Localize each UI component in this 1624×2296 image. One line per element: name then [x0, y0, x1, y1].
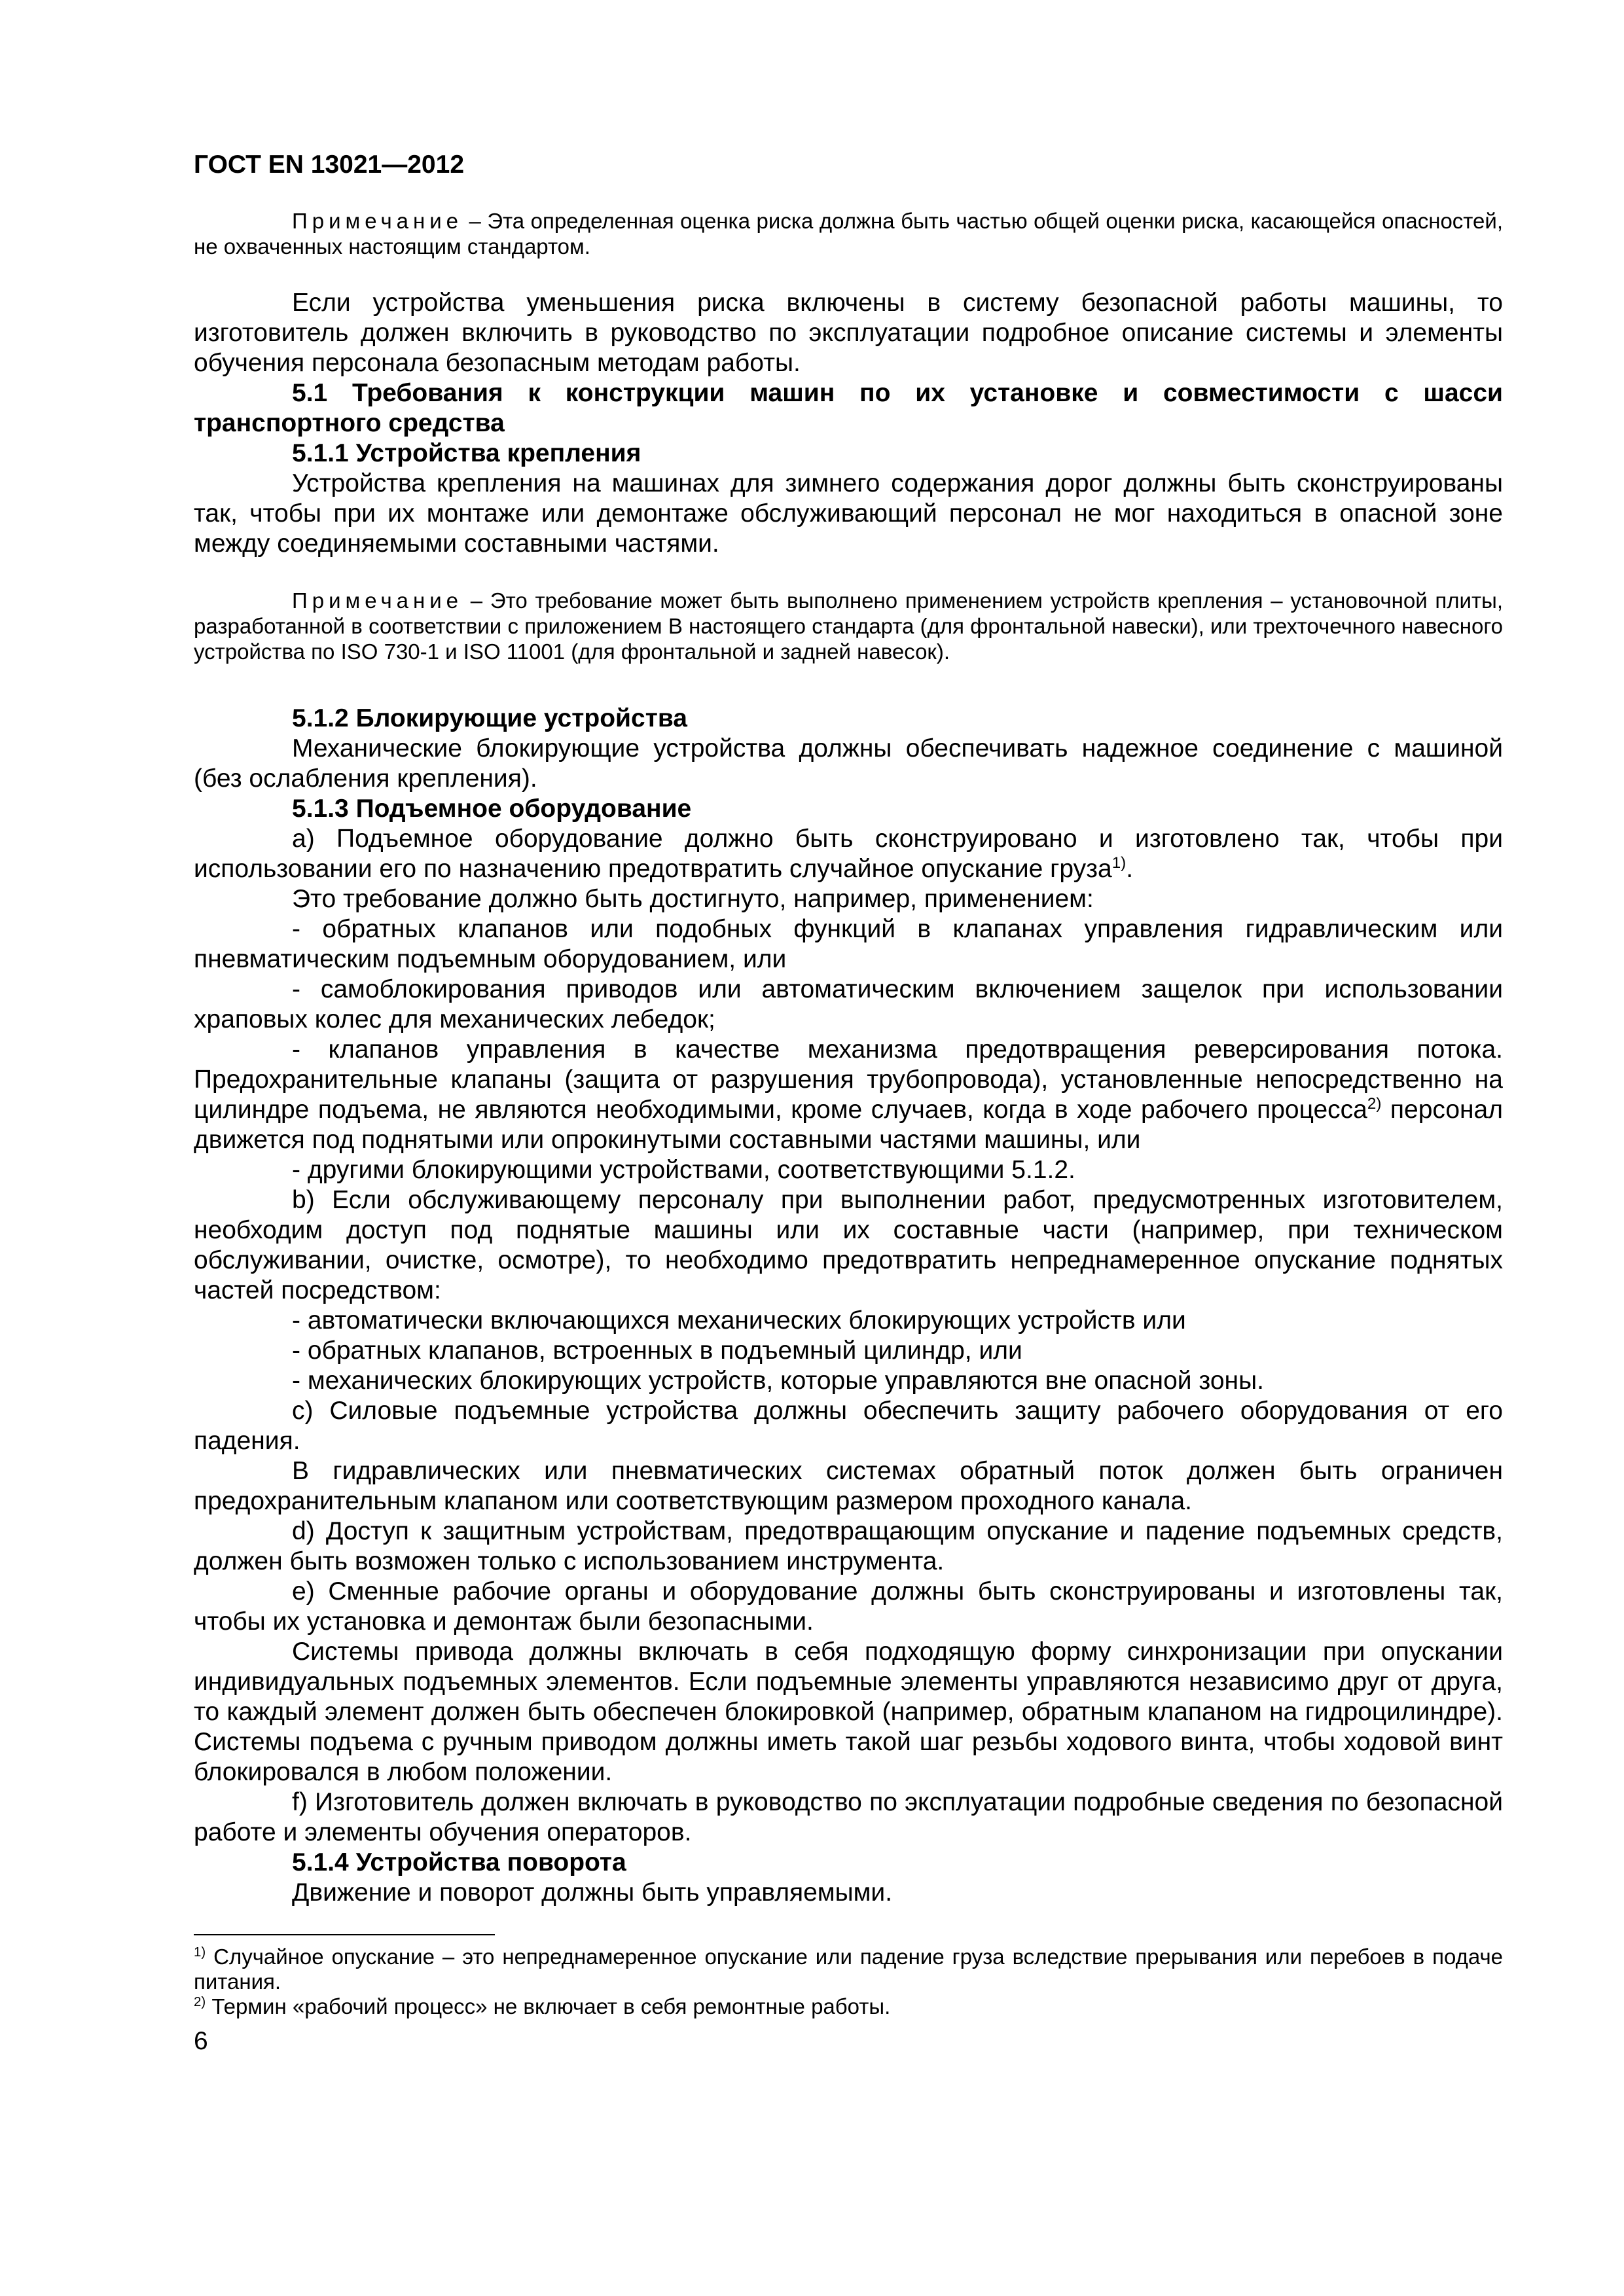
section-5-1-heading: 5.1 Требования к конструкции машин по их установке и совместимости с шасси транспортного средства — [194, 379, 1503, 437]
list-item-other-devices: - другими блокирующими устройствами, соответствующими 5.1.2. — [292, 1156, 1075, 1184]
footnote-divider — [194, 1934, 495, 1935]
note-2 — [194, 588, 1503, 664]
list-item-self-locking: - самоблокирования приводов или автоматическим включением защелок при использовании храповых колес для механических лебедок; — [194, 975, 1503, 1033]
section-5-1-3-heading: 5.1.3 Подъемное оборудование — [292, 795, 692, 823]
list-item-control-valves-end: персонал движется под поднятыми или опрокинутыми составными частями машины, или — [194, 1096, 1503, 1154]
paragraph-5-1-4: Движение и поворот должны быть управляемыми. — [292, 1878, 893, 1907]
list-item-control-valves — [194, 1035, 1503, 1155]
page-number: 6 — [194, 2027, 208, 2055]
note-1 — [194, 208, 1503, 259]
footnote-1-text: Случайное опускание – это непреднамеренное опускание или падение груза вследствие прерывания или перебоев в подаче питания. — [194, 1945, 1503, 1994]
section-5-1-1-heading: 5.1.1 Устройства крепления — [292, 439, 641, 467]
paragraph-e: е) Сменные рабочие органы и оборудование должны быть сконструированы и изготовлены так, чтобы их установка и демонтаж были безопасными. — [194, 1577, 1503, 1636]
spacer — [194, 559, 1503, 588]
note-label: Примечание — [292, 209, 463, 233]
spacer — [194, 259, 1503, 288]
section-5-1-2-heading: 5.1.2 Блокирующие устройства — [292, 704, 687, 732]
footnote-2-text: Термин «рабочий процесс» не включает в себя ремонтные работы. — [206, 1994, 891, 2018]
paragraph-5-1-1: Устройства крепления на машинах для зимнего содержания дорог должны быть сконструированы так, чтобы при их монтаже или демонтаже обслуживающий персонал не мог находиться в опасной зоне между соединяемыми составными частями. — [194, 469, 1503, 558]
paragraph-d: d) Доступ к защитным устройствам, предотвращающим опускание и падение подъемных средств, должен быть возможен только с использованием инструмента. — [194, 1517, 1503, 1575]
paragraph-f: f) Изготовитель должен включать в руководство по эксплуатации подробные сведения по безопасной работе и элементы обучения операторов. — [194, 1788, 1503, 1846]
footnote-1-mark: 1) — [194, 1945, 206, 1960]
list-item-mechanical-locking: - механических блокирующих устройств, которые управляются вне опасной зоны. — [292, 1367, 1264, 1395]
paragraph-c: с) Силовые подъемные устройства должны обеспечить защиту рабочего оборудования от его падения. — [194, 1397, 1503, 1455]
paragraph-b: b) Если обслуживающему персоналу при выполнении работ, предусмотренных изготовителем, необходим доступ под поднятые машины или их составные части (например, при техническом обслуживании, очистке, осмотре), то необходимо предотвратить непреднамеренное опускание поднятых частей посредством: — [194, 1186, 1503, 1304]
document-header: ГОСТ EN 13021—2012 — [194, 151, 465, 179]
footnote-2-mark: 2) — [194, 1994, 206, 2009]
note-label: Примечание — [292, 588, 463, 613]
paragraph-5-1-2: Механические блокирующие устройства должны обеспечивать надежное соединение с машиной (без ослабления крепления). — [194, 734, 1503, 793]
footnote-1 — [194, 1945, 1503, 1994]
footnote-2 — [194, 1994, 1503, 2019]
paragraph-hydraulic: В гидравлических или пневматических системах обратный поток должен быть ограничен предохранительным клапаном или соответствующим размером проходного канала. — [194, 1457, 1503, 1515]
footnote-ref-2[interactable]: 2) — [1367, 1095, 1382, 1113]
paragraph-a-text: а) Подъемное оборудование должно быть сконструировано и изготовлено так, чтобы при использовании его по назначению предотвратить случайное опускание груза — [194, 825, 1503, 883]
list-item-check-valves-cylinder: - обратных клапанов, встроенных в подъемный цилиндр, или — [292, 1336, 1022, 1365]
list-item-auto-locking: - автоматически включающихся механических блокирующих устройств или — [292, 1306, 1186, 1335]
note-2-text: – Это требование может быть выполнено применением устройств крепления – установочной плиты, разработанной в соответствии с приложением В настоящего стандарта (для фронтальной навески), или трехточечного навесного устройства по ISO 730-1 и ISO 11001 (для фронтальной и задней навесок). — [194, 588, 1503, 664]
paragraph-intro: Если устройства уменьшения риска включены в систему безопасной работы машины, то изготовитель должен включить в руководство по эксплуатации подробное описание системы и элементы обучения персонала безопасным методам работы. — [194, 289, 1503, 377]
note-1-text: – Эта определенная оценка риска должна быть частью общей оценки риска, касающейся опасностей, не охваченных настоящим стандартом. — [194, 209, 1503, 259]
footnote-ref-1[interactable]: 1) — [1111, 854, 1127, 872]
spacer — [194, 664, 1503, 704]
page-content — [194, 148, 1503, 2057]
list-item-check-valves: - обратных клапанов или подобных функций в клапанах управления гидравлическим или пневматическим подъемным оборудованием, или — [194, 915, 1503, 973]
paragraph-a-end: . — [1126, 855, 1134, 883]
list-item-control-valves-text: - клапанов управления в качестве механизма предотвращения реверсирования потока. Предохранительные клапаны (защита от разрушения трубопровода), установленные непосредственно на цилиндре подъема, не являются необходимыми, кроме случаев, когда в ходе рабочего процесса — [194, 1035, 1503, 1124]
paragraph-achieve: Это требование должно быть достигнуто, например, применением: — [292, 885, 1094, 913]
paragraph-a — [194, 824, 1503, 884]
section-5-1-4-heading: 5.1.4 Устройства поворота — [292, 1848, 626, 1876]
paragraph-drive-systems: Системы привода должны включать в себя подходящую форму синхронизации при опускании индивидуальных подъемных элементов. Если подъемные элементы управляются независимо друг от друга, то каждый элемент должен быть обеспечен блокировкой (например, обратным клапаном на гидроцилиндре). Системы подъема с ручным приводом должны иметь такой шаг резьбы ходового винта, чтобы ходовой винт блокировался в любом положении. — [194, 1638, 1503, 1786]
